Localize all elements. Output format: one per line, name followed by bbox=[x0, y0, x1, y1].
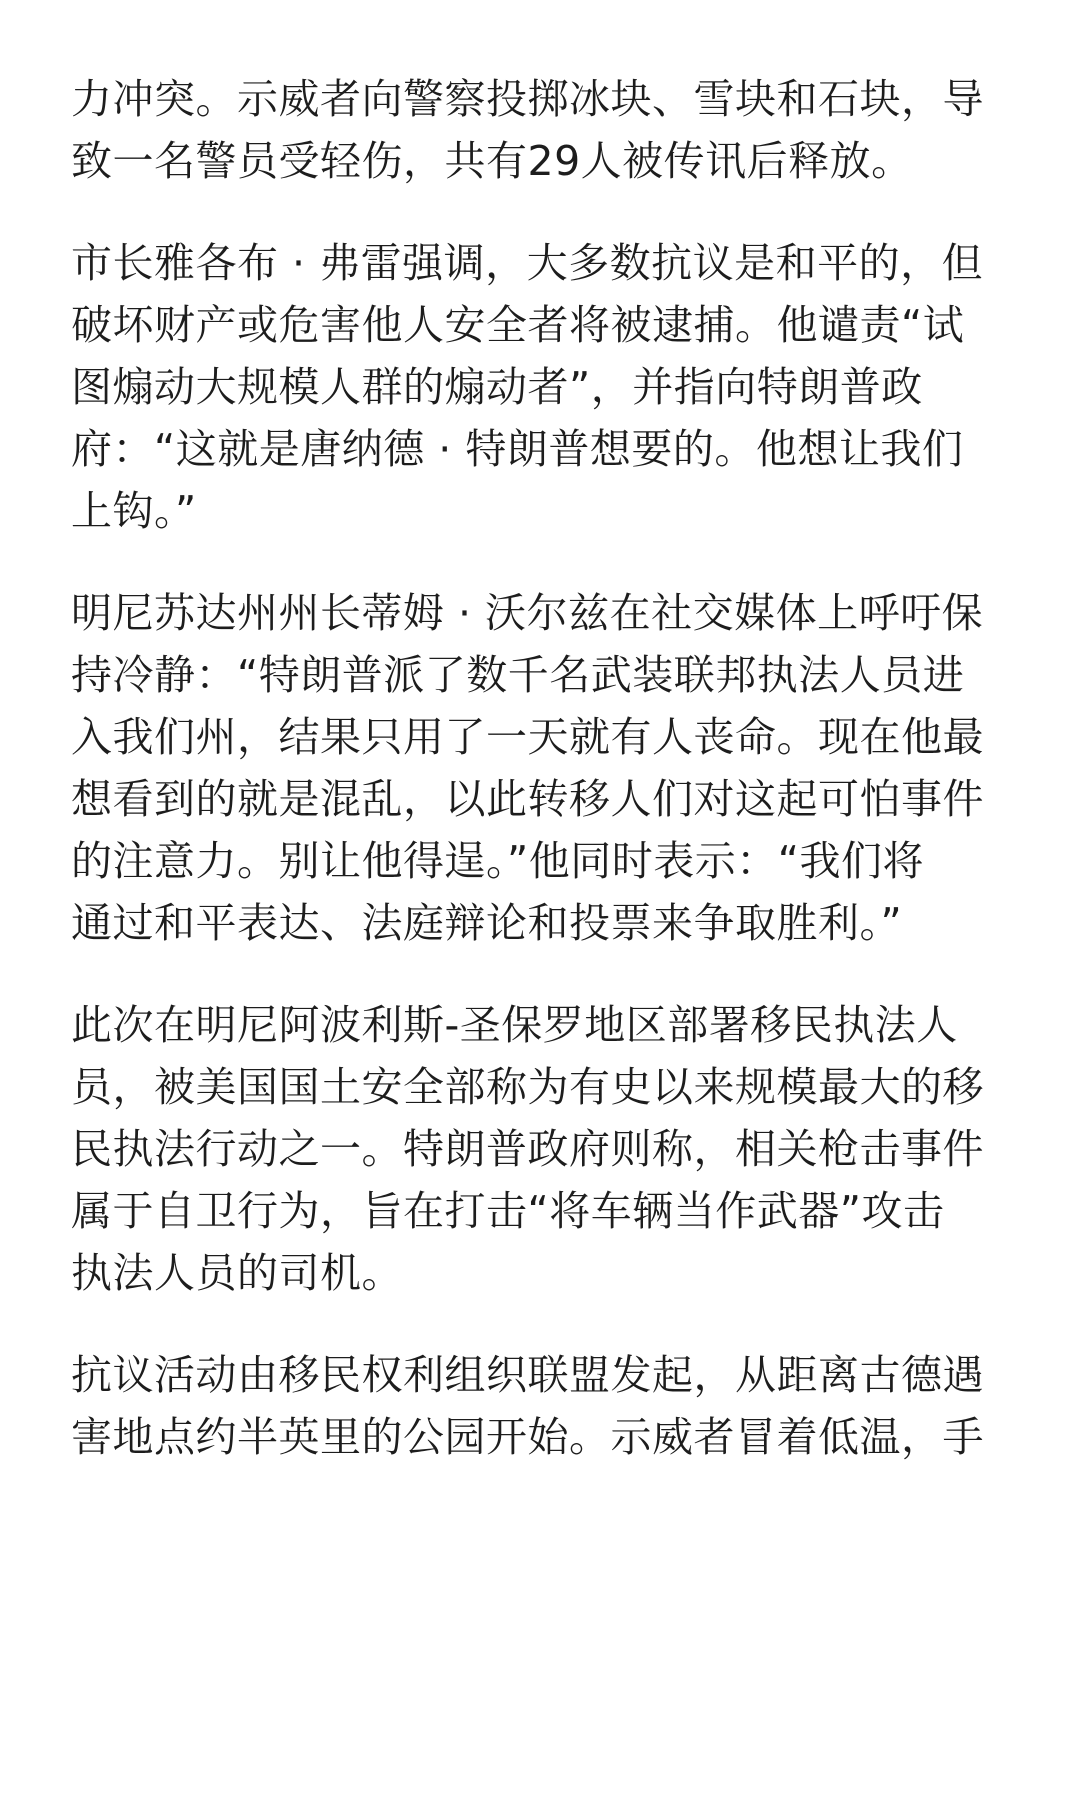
paragraph-governor-statement bbox=[71, 582, 1019, 954]
text-line: 致一名警员受轻伤，共有29人被传讯后释放。 bbox=[71, 137, 913, 185]
text-line: 此次在明尼阿波利斯-圣保罗地区部署移民执法人 bbox=[71, 1001, 958, 1049]
paragraph-enforcement-operation bbox=[71, 994, 1019, 1304]
text-line: 民执法行动之一。特朗普政府则称，相关枪击事件 bbox=[71, 1125, 984, 1173]
text-line: 市长雅各布 · 弗雷强调，大多数抗议是和平的，但 bbox=[71, 239, 984, 287]
text-line: 害地点约半英里的公园开始。示威者冒着低温，手 bbox=[71, 1413, 984, 1461]
paragraph-protest-origin bbox=[71, 1344, 1019, 1468]
text-line: 入我们州，结果只用了一天就有人丧命。现在他最 bbox=[71, 713, 984, 761]
text-line: 明尼苏达州州长蒂姆 · 沃尔兹在社交媒体上呼吁保 bbox=[71, 589, 984, 637]
paragraph-mayor-statement bbox=[71, 232, 1019, 542]
text-line: 抗议活动由移民权利组织联盟发起，从距离古德遇 bbox=[71, 1351, 984, 1399]
text-line: 执法人员的司机。 bbox=[71, 1249, 403, 1297]
text-line: 破坏财产或危害他人安全者将被逮捕。他谴责“试 bbox=[71, 301, 965, 349]
article-body bbox=[71, 68, 1019, 1508]
text-line: 上钩。” bbox=[71, 487, 197, 535]
text-line: 的注意力。别让他得逞。”他同时表示：“我们将 bbox=[71, 837, 924, 885]
text-line: 员，被美国国土安全部称为有史以来规模最大的移 bbox=[71, 1063, 984, 1111]
text-line: 通过和平表达、法庭辩论和投票来争取胜利。” bbox=[71, 899, 903, 947]
text-line: 想看到的就是混乱，以此转移人们对这起可怕事件 bbox=[71, 775, 984, 823]
text-line: 持冷静：“特朗普派了数千名武装联邦执法人员进 bbox=[71, 651, 965, 699]
text-line: 力冲突。示威者向警察投掷冰块、雪块和石块，导 bbox=[71, 75, 984, 123]
text-line: 图煽动大规模人群的煽动者”，并指向特朗普政 bbox=[71, 363, 923, 411]
paragraph-clash-report bbox=[71, 68, 1019, 192]
text-line: 属于自卫行为，旨在打击“将车辆当作武器”攻击 bbox=[71, 1187, 945, 1235]
text-line: 府：“这就是唐纳德 · 特朗普想要的。他想让我们 bbox=[71, 425, 964, 473]
